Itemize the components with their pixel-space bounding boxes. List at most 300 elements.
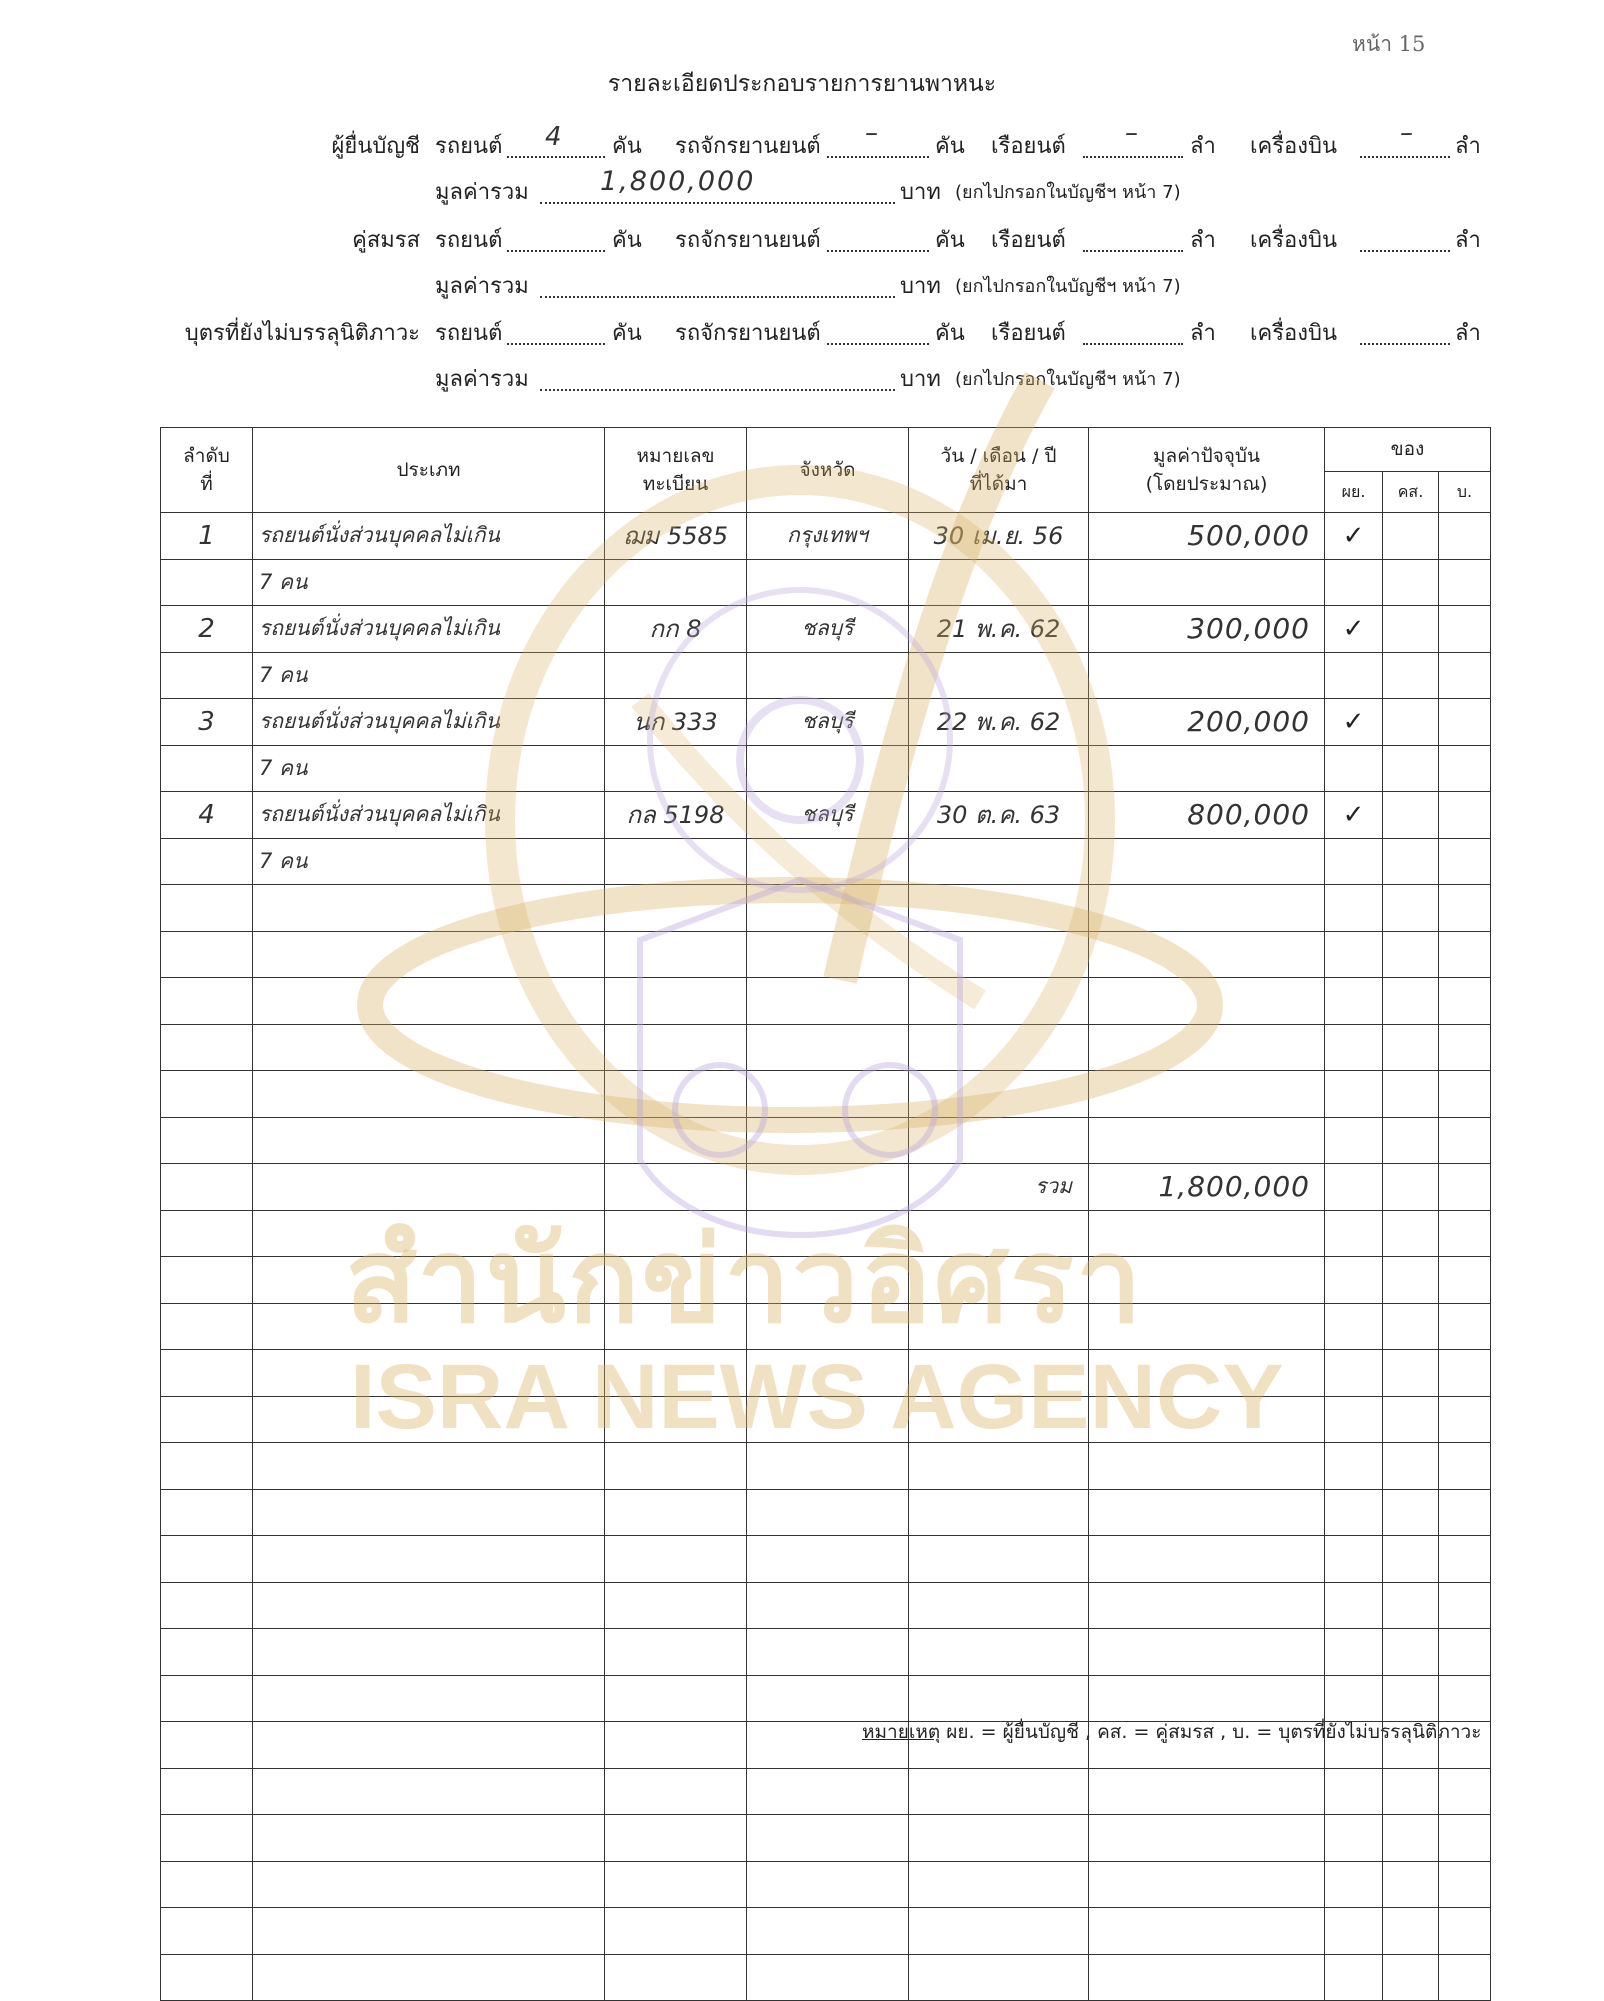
empty-cell	[605, 1024, 747, 1071]
row-no: 1	[161, 513, 253, 560]
empty-cell	[1325, 1350, 1383, 1397]
row-no: 3	[161, 699, 253, 746]
empty-cell	[605, 1815, 747, 1862]
empty-cell	[1089, 1954, 1325, 2001]
car-label-1: รถยนต์	[435, 228, 503, 253]
empty-cell	[1383, 1024, 1439, 1071]
row-empty-cell	[1325, 838, 1383, 885]
row-type-cont: 7 คน	[253, 838, 605, 885]
empty-cell	[605, 978, 747, 1025]
plane-dots-0	[1360, 156, 1450, 158]
empty-cell	[605, 1768, 747, 1815]
row-empty-cell	[909, 838, 1089, 885]
header-owner-b: บ.	[1439, 471, 1491, 513]
row-value: 300,000	[1089, 606, 1325, 653]
boat-unit-2: ลำ	[1190, 321, 1216, 346]
empty-cell	[909, 1815, 1089, 1862]
page-number: หน้า 15	[1352, 32, 1426, 56]
header-no	[161, 428, 253, 513]
table-row	[161, 699, 1491, 746]
empty-cell	[909, 1954, 1089, 2001]
boat-unit-0: ลำ	[1190, 134, 1216, 159]
empty-cell	[605, 1675, 747, 1722]
empty-cell	[1439, 1396, 1491, 1443]
empty-cell	[1383, 1675, 1439, 1722]
total-value-0: 1,800,000	[600, 166, 756, 197]
empty-cell	[1089, 1861, 1325, 1908]
empty-cell	[161, 1443, 253, 1490]
empty-cell	[909, 1908, 1089, 1955]
total-dots-1	[540, 296, 895, 298]
header-date	[909, 428, 1089, 513]
empty-cell	[1325, 1582, 1383, 1629]
car-label-2: รถยนต์	[435, 321, 503, 346]
empty-cell	[605, 1257, 747, 1304]
header-date-text: วัน / เดือน / ปี ที่ได้มา	[940, 445, 1057, 495]
empty-cell	[1383, 1350, 1439, 1397]
car-count-0: 4	[545, 122, 562, 152]
header-type	[253, 428, 605, 513]
total-dots-2	[540, 389, 895, 391]
empty-cell	[1383, 885, 1439, 932]
empty-cell	[1439, 1443, 1491, 1490]
empty-cell	[909, 1443, 1089, 1490]
row-type-cont: 7 คน	[253, 559, 605, 606]
empty-cell	[909, 1675, 1089, 1722]
row-type: รถยนต์นั่งส่วนบุคคลไม่เกิน	[253, 513, 605, 560]
owner-label-0: ผู้ยื่นบัญชี	[331, 134, 420, 159]
car-dots-0	[507, 156, 605, 158]
empty-cell	[605, 1861, 747, 1908]
plane-count-0: –	[1400, 118, 1413, 148]
total-label-2: มูลค่ารวม	[435, 367, 529, 392]
total-label: รวม	[909, 1164, 1089, 1211]
empty-cell	[1089, 1117, 1325, 1164]
row-empty-cell	[1325, 745, 1383, 792]
empty-cell	[909, 1071, 1089, 1118]
empty-cell	[1089, 1908, 1325, 1955]
empty-cell	[253, 885, 605, 932]
moto-unit-2: คัน	[935, 321, 965, 346]
empty-cell	[1439, 1768, 1491, 1815]
boat-label-1: เรือยนต์	[991, 228, 1066, 253]
empty-cell	[747, 1629, 909, 1676]
empty-cell	[909, 1117, 1089, 1164]
row-value: 800,000	[1089, 792, 1325, 839]
empty-cell	[747, 1210, 909, 1257]
row-province: กรุงเทพฯ	[747, 513, 909, 560]
moto-dots-2	[827, 343, 929, 345]
total-label-1: มูลค่ารวม	[435, 274, 529, 299]
empty-cell	[1439, 931, 1491, 978]
row-b	[1439, 513, 1491, 560]
empty-cell	[909, 885, 1089, 932]
empty-cell	[161, 1071, 253, 1118]
row-empty-cell	[909, 559, 1089, 606]
row-date: 21 พ.ค. 62	[909, 606, 1089, 653]
empty-cell	[1439, 978, 1491, 1025]
empty-cell	[605, 1722, 747, 1769]
empty-cell	[1383, 1489, 1439, 1536]
total-row	[161, 1164, 1491, 1211]
empty-cell	[1439, 885, 1491, 932]
footnote-text: ผย. = ผู้ยื่นบัญชี , คส. = คู่สมรส , บ. = บุตรที่ยังไม่บรรลุนิติภาวะ	[940, 1721, 1482, 1743]
empty-cell	[747, 1117, 909, 1164]
empty-cell	[747, 1071, 909, 1118]
empty-cell	[1089, 885, 1325, 932]
empty-cell	[1089, 1303, 1325, 1350]
table-row-empty	[161, 1210, 1491, 1257]
total-unit-2: บาท	[900, 367, 941, 392]
empty-cell	[1325, 1722, 1383, 1769]
empty-cell	[253, 1024, 605, 1071]
empty-cell	[253, 1117, 605, 1164]
row-check: ✓	[1325, 513, 1383, 560]
empty-cell	[253, 1629, 605, 1676]
empty-cell	[1325, 885, 1383, 932]
row-empty-cell	[747, 745, 909, 792]
empty-cell	[1089, 931, 1325, 978]
empty-cell	[605, 1536, 747, 1583]
total-note-1: (ยกไปกรอกในบัญชีฯ หน้า 7)	[955, 276, 1181, 297]
header-value	[1089, 428, 1325, 513]
empty-cell	[909, 931, 1089, 978]
row-reg: ฌม 5585	[605, 513, 747, 560]
empty-cell	[253, 1350, 605, 1397]
empty-cell	[1383, 1443, 1439, 1490]
plane-label-1: เครื่องบิน	[1250, 228, 1338, 253]
empty-cell	[253, 978, 605, 1025]
moto-count-0: –	[865, 118, 878, 148]
empty-cell	[909, 1629, 1089, 1676]
plane-label-2: เครื่องบิน	[1250, 321, 1338, 346]
empty-cell	[1325, 1071, 1383, 1118]
empty-cell	[1089, 1722, 1325, 1769]
row-empty-cell	[1383, 745, 1439, 792]
plane-dots-1	[1360, 250, 1450, 252]
header-owner-ks: คส.	[1383, 471, 1439, 513]
empty-cell	[253, 1861, 605, 1908]
car-dots-2	[507, 343, 605, 345]
row-empty-cell	[605, 652, 747, 699]
table-row-cont	[161, 652, 1491, 699]
row-type: รถยนต์นั่งส่วนบุคคลไม่เกิน	[253, 699, 605, 746]
empty-cell	[1089, 1675, 1325, 1722]
empty-cell	[253, 931, 605, 978]
empty-cell	[747, 1536, 909, 1583]
empty-cell	[1439, 1861, 1491, 1908]
empty-cell	[1325, 978, 1383, 1025]
table-row-empty	[161, 1675, 1491, 1722]
empty-cell	[1089, 1815, 1325, 1862]
empty-cell	[747, 1768, 909, 1815]
empty-cell	[1325, 1861, 1383, 1908]
empty-cell	[605, 885, 747, 932]
plane-unit-2: ลำ	[1455, 321, 1481, 346]
empty-cell	[1383, 1954, 1439, 2001]
moto-label-2: รถจักรยานยนต์	[675, 321, 821, 346]
empty-cell	[1383, 1396, 1439, 1443]
empty-cell	[161, 1768, 253, 1815]
moto-dots-1	[827, 250, 929, 252]
empty-cell	[1383, 1257, 1439, 1304]
empty-cell	[1383, 1071, 1439, 1118]
empty-cell	[747, 1024, 909, 1071]
empty-cell	[605, 1396, 747, 1443]
empty-cell	[253, 1722, 605, 1769]
empty-cell	[253, 1768, 605, 1815]
car-unit-0: คัน	[612, 134, 642, 159]
empty-cell	[1089, 1071, 1325, 1118]
table-row-empty	[161, 1350, 1491, 1397]
empty-cell	[1325, 1303, 1383, 1350]
moto-dots-0	[827, 156, 929, 158]
row-no: 4	[161, 792, 253, 839]
empty-cell	[747, 1861, 909, 1908]
total-unit-1: บาท	[900, 274, 941, 299]
empty-cell	[253, 1489, 605, 1536]
row-empty-cell	[747, 652, 909, 699]
empty-cell	[1089, 978, 1325, 1025]
table-row-empty	[161, 885, 1491, 932]
empty-cell	[1089, 1582, 1325, 1629]
row-b	[1439, 699, 1491, 746]
header-reg-text: หมายเลข ทะเบียน	[636, 445, 715, 495]
table-row-empty	[161, 1629, 1491, 1676]
empty-cell	[161, 1954, 253, 2001]
row-reg: นก 333	[605, 699, 747, 746]
car-label-0: รถยนต์	[435, 134, 503, 159]
total-note-0: (ยกไปกรอกในบัญชีฯ หน้า 7)	[955, 182, 1181, 203]
empty-cell	[1325, 1489, 1383, 1536]
empty-cell	[1439, 1489, 1491, 1536]
table-row-empty	[161, 1954, 1491, 2001]
table-row-empty	[161, 1257, 1491, 1304]
empty-cell	[747, 978, 909, 1025]
total-label-0: มูลค่ารวม	[435, 180, 529, 205]
empty-cell	[909, 1210, 1089, 1257]
empty-cell	[909, 1396, 1089, 1443]
empty-cell	[253, 1443, 605, 1490]
empty-cell	[1089, 1489, 1325, 1536]
boat-count-0: –	[1125, 118, 1138, 148]
empty-cell	[747, 1489, 909, 1536]
empty-cell	[1089, 1210, 1325, 1257]
table-row-cont	[161, 838, 1491, 885]
empty-cell	[1325, 1164, 1383, 1211]
table-row-empty	[161, 1303, 1491, 1350]
empty-cell	[161, 978, 253, 1025]
empty-cell	[1383, 978, 1439, 1025]
watermark-thai-text: สำนักข่าวอิศรา	[345, 1211, 1144, 1349]
empty-cell	[1089, 1396, 1325, 1443]
empty-cell	[161, 1210, 253, 1257]
boat-unit-1: ลำ	[1190, 228, 1216, 253]
empty-cell	[909, 1536, 1089, 1583]
table-row	[161, 606, 1491, 653]
empty-cell	[1325, 1024, 1383, 1071]
row-province: ชลบุรี	[747, 699, 909, 746]
empty-cell	[1325, 1768, 1383, 1815]
owner-label-2: บุตรที่ยังไม่บรรลุนิติภาวะ	[184, 321, 420, 346]
empty-cell	[1439, 1815, 1491, 1862]
empty-cell	[161, 1815, 253, 1862]
empty-cell	[747, 885, 909, 932]
row-empty-cell	[1089, 745, 1325, 792]
empty-cell	[909, 1489, 1089, 1536]
row-empty-cell	[605, 745, 747, 792]
empty-cell	[253, 1210, 605, 1257]
row-check: ✓	[1325, 699, 1383, 746]
empty-cell	[605, 1164, 747, 1211]
table-row-empty	[161, 1768, 1491, 1815]
empty-cell	[747, 1257, 909, 1304]
empty-cell	[1383, 1582, 1439, 1629]
empty-cell	[1325, 1443, 1383, 1490]
empty-cell	[1089, 1629, 1325, 1676]
car-unit-1: คัน	[612, 228, 642, 253]
empty-cell	[253, 1396, 605, 1443]
table-row-empty	[161, 1815, 1491, 1862]
empty-cell	[253, 1303, 605, 1350]
boat-dots-2	[1083, 343, 1183, 345]
empty-cell	[1439, 1954, 1491, 2001]
empty-cell	[253, 1815, 605, 1862]
empty-cell	[161, 1861, 253, 1908]
empty-cell	[747, 1350, 909, 1397]
table-row-empty	[161, 978, 1491, 1025]
table-row	[161, 513, 1491, 560]
row-ks	[1383, 606, 1439, 653]
row-empty-cell	[1383, 652, 1439, 699]
row-empty-cell	[605, 838, 747, 885]
total-note-2: (ยกไปกรอกในบัญชีฯ หน้า 7)	[955, 369, 1181, 390]
empty-cell	[1439, 1722, 1491, 1769]
table-row	[161, 792, 1491, 839]
row-empty-cell	[909, 652, 1089, 699]
empty-cell	[253, 1257, 605, 1304]
empty-cell	[1439, 1536, 1491, 1583]
row-value: 500,000	[1089, 513, 1325, 560]
empty-cell	[1439, 1071, 1491, 1118]
empty-cell	[1383, 1908, 1439, 1955]
row-empty-cell	[1439, 652, 1491, 699]
empty-cell	[1439, 1582, 1491, 1629]
empty-cell	[161, 1164, 253, 1211]
boat-label-0: เรือยนต์	[991, 134, 1066, 159]
empty-cell	[747, 1582, 909, 1629]
footnote-label: หมายเหตุ	[862, 1721, 941, 1743]
row-no-cont	[161, 838, 253, 885]
plane-unit-1: ลำ	[1455, 228, 1481, 253]
watermark-english-text: ISRA NEWS AGENCY	[350, 1346, 1284, 1448]
total-dots-0	[540, 202, 895, 204]
table-row-empty	[161, 1396, 1491, 1443]
row-ks	[1383, 699, 1439, 746]
header-province	[747, 428, 909, 513]
empty-cell	[253, 1954, 605, 2001]
empty-cell	[747, 1815, 909, 1862]
empty-cell	[253, 1582, 605, 1629]
row-b	[1439, 606, 1491, 653]
empty-cell	[1383, 1210, 1439, 1257]
empty-cell	[1383, 1303, 1439, 1350]
row-no-cont	[161, 652, 253, 699]
empty-cell	[161, 1629, 253, 1676]
empty-cell	[1383, 1536, 1439, 1583]
row-check: ✓	[1325, 606, 1383, 653]
row-type-cont: 7 คน	[253, 652, 605, 699]
car-unit-2: คัน	[612, 321, 642, 346]
header-no-text: ลำดับ ที่	[183, 445, 230, 495]
empty-cell	[1439, 1117, 1491, 1164]
moto-label-1: รถจักรยานยนต์	[675, 228, 821, 253]
empty-cell	[605, 1489, 747, 1536]
empty-cell	[909, 1024, 1089, 1071]
empty-cell	[1439, 1210, 1491, 1257]
empty-cell	[1325, 1536, 1383, 1583]
empty-cell	[161, 885, 253, 932]
total-unit-0: บาท	[900, 180, 941, 205]
empty-cell	[605, 1071, 747, 1118]
row-no: 2	[161, 606, 253, 653]
empty-cell	[1383, 1722, 1439, 1769]
empty-cell	[161, 1582, 253, 1629]
header-value-text: มูลค่าปัจจุบัน (โดยประมาณ)	[1145, 445, 1268, 495]
page-title: รายละเอียดประกอบรายการยานพาหนะ	[607, 71, 997, 97]
empty-cell	[1439, 1257, 1491, 1304]
empty-cell	[1089, 1350, 1325, 1397]
row-empty-cell	[909, 745, 1089, 792]
empty-cell	[1089, 1257, 1325, 1304]
empty-cell	[909, 1303, 1089, 1350]
table-row-empty	[161, 1722, 1491, 1769]
empty-cell	[253, 1164, 605, 1211]
row-empty-cell	[1383, 838, 1439, 885]
row-empty-cell	[1089, 838, 1325, 885]
plane-unit-0: ลำ	[1455, 134, 1481, 159]
empty-cell	[747, 1675, 909, 1722]
empty-cell	[161, 931, 253, 978]
empty-cell	[1383, 1861, 1439, 1908]
empty-cell	[605, 1908, 747, 1955]
table-row-cont	[161, 559, 1491, 606]
empty-cell	[253, 1536, 605, 1583]
boat-label-2: เรือยนต์	[991, 321, 1066, 346]
empty-cell	[1325, 931, 1383, 978]
empty-cell	[161, 1024, 253, 1071]
empty-cell	[747, 1164, 909, 1211]
table-row-empty	[161, 1024, 1491, 1071]
header-owner-py: ผย.	[1325, 471, 1383, 513]
plane-label-0: เครื่องบิน	[1250, 134, 1338, 159]
empty-cell	[1089, 1768, 1325, 1815]
table-row-empty	[161, 1582, 1491, 1629]
row-type: รถยนต์นั่งส่วนบุคคลไม่เกิน	[253, 792, 605, 839]
empty-cell	[161, 1396, 253, 1443]
table-row-empty	[161, 1908, 1491, 1955]
moto-label-0: รถจักรยานยนต์	[675, 134, 821, 159]
row-empty-cell	[1325, 559, 1383, 606]
empty-cell	[1325, 1396, 1383, 1443]
empty-cell	[1383, 1815, 1439, 1862]
row-type-cont: 7 คน	[253, 745, 605, 792]
row-empty-cell	[1325, 652, 1383, 699]
empty-cell	[1383, 1117, 1439, 1164]
empty-cell	[161, 1303, 253, 1350]
empty-cell	[1325, 1629, 1383, 1676]
row-b	[1439, 792, 1491, 839]
